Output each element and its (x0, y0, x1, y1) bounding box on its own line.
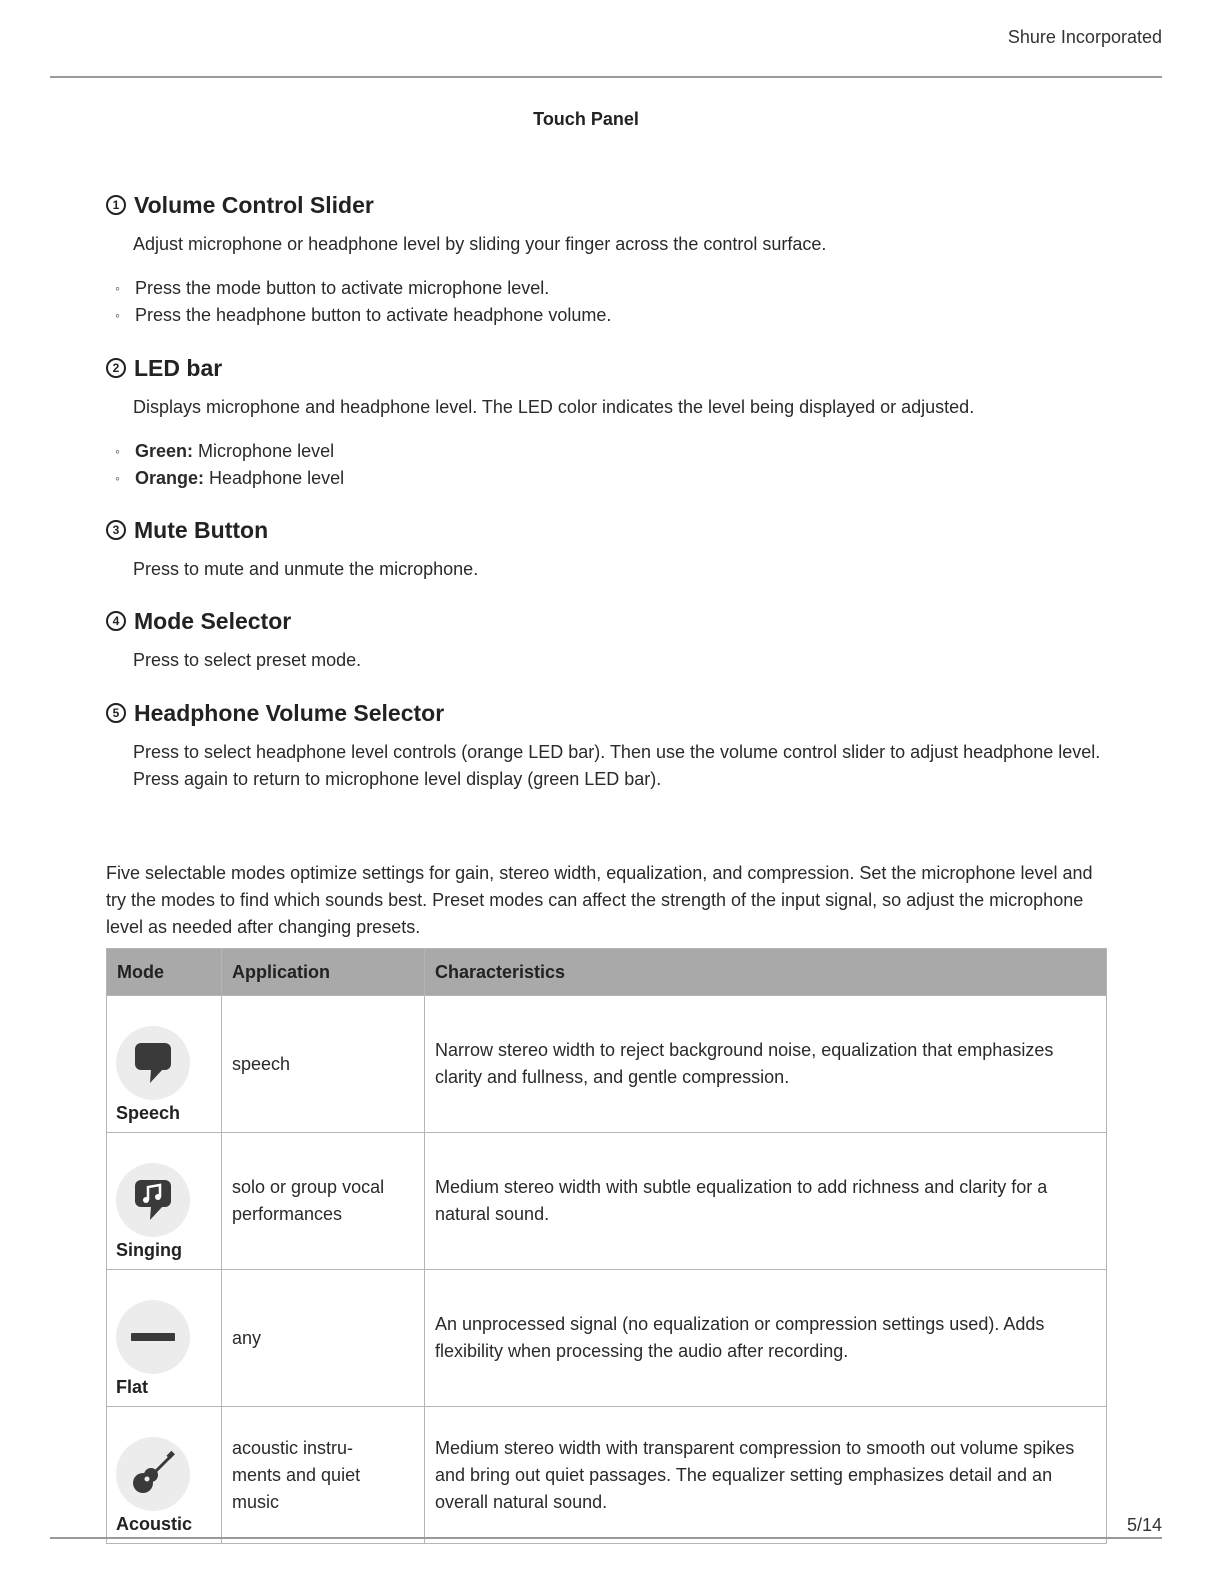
section-description-line: Press again to return to microphone level display (green LED bar). (133, 769, 662, 789)
section-title: Mute Button (134, 517, 269, 543)
bullet-label: Orange: (135, 468, 205, 488)
page-number: 5/14 (1126, 1515, 1162, 1535)
mode-label: Flat (116, 1377, 149, 1397)
speech-bubble-icon (116, 1026, 190, 1100)
footer-divider (50, 1537, 1162, 1539)
company-name: Shure Incorporated (1007, 27, 1162, 47)
section-mode-selector (106, 607, 1116, 674)
table-row (107, 1270, 1107, 1407)
mode-label: Speech (116, 1103, 181, 1123)
section-heading (106, 191, 1116, 219)
section-headphone-volume-selector (106, 699, 1116, 793)
mode-cell (107, 1133, 222, 1270)
characteristics-cell: An unprocessed signal (no equalization or compression settings used). Adds flexibility when processing the audio after recording. (425, 1270, 1107, 1407)
section-number-badge: 5 (106, 703, 126, 723)
section-heading (106, 516, 1116, 544)
section-description: Press to select preset mode. (133, 650, 362, 670)
bullet-list (106, 438, 1116, 492)
characteristics-cell: Medium stereo width with subtle equalization to add richness and clarity for a natural sound. (425, 1133, 1107, 1270)
column-header-characteristics: Characteristics (425, 949, 1107, 996)
flat-line-icon (116, 1300, 190, 1374)
application-cell: any (222, 1270, 425, 1407)
section-heading (106, 607, 1116, 635)
bullet-text: Microphone level (193, 441, 335, 461)
characteristics-cell: Medium stereo width with transparent compression to smooth out volume spikes and bring out quiet passages. The equalizer setting emphasizes detail and an overall natural sound. (425, 1407, 1107, 1544)
section-title: Mode Selector (134, 608, 292, 634)
section-number-badge: 1 (106, 195, 126, 215)
application-cell (222, 1407, 425, 1544)
mode-cell (107, 996, 222, 1133)
list-item: ◦ Press the headphone button to activate headphone volume. (106, 302, 1116, 329)
mode-cell (107, 1407, 222, 1544)
section-description: Press to mute and unmute the microphone. (133, 559, 479, 579)
section-number-badge: 2 (106, 358, 126, 378)
section-number-badge: 4 (106, 611, 126, 631)
table-row (107, 1133, 1107, 1270)
section-heading (106, 699, 1116, 727)
acoustic-guitar-icon (116, 1437, 190, 1511)
music-note-bubble-icon (116, 1163, 190, 1237)
bullet-text: Headphone level (204, 468, 345, 488)
section-led-bar (106, 354, 1116, 492)
application-cell: solo or group vocal performances (222, 1133, 425, 1270)
modes-table (106, 948, 1107, 1544)
section-description: Displays microphone and headphone level. The LED color indicates the level being displayed or adjusted. (133, 397, 975, 417)
section-mute-button (106, 516, 1116, 583)
list-item-orange (106, 465, 1116, 492)
section-title: Headphone Volume Selector (134, 700, 445, 726)
header-divider (50, 76, 1162, 78)
application-line: acoustic instru- (232, 1437, 354, 1458)
application-line: ments and quiet (232, 1464, 361, 1485)
section-heading (106, 354, 1116, 382)
section-number-badge: 3 (106, 520, 126, 540)
table-row (107, 1407, 1107, 1544)
application-cell: speech (222, 996, 425, 1133)
mode-cell (107, 1270, 222, 1407)
table-header-row (107, 949, 1107, 996)
mode-label: Acoustic (116, 1514, 193, 1534)
section-title: Volume Control Slider (134, 192, 374, 218)
list-item-green (106, 438, 1116, 465)
section-volume-control-slider (106, 191, 1116, 329)
column-header-mode: Mode (107, 949, 222, 996)
section-description: Adjust microphone or headphone level by sliding your finger across the control surface. (133, 234, 827, 254)
mode-label: Singing (116, 1240, 182, 1260)
table-row (107, 996, 1107, 1133)
bullet-label: Green: (135, 441, 194, 461)
list-item: ◦ Press the mode button to activate microphone level. (106, 275, 1116, 302)
characteristics-cell: Narrow stereo width to reject background noise, equalization that emphasizes clarity and fullness, and gentle compression. (425, 996, 1107, 1133)
bullet-list (106, 275, 1116, 329)
section-title: LED bar (134, 355, 223, 381)
page-title: Touch Panel (533, 109, 639, 129)
modes-intro-paragraph: Five selectable modes optimize settings for gain, stereo width, equalization, and compression. Set the microphone level and try the modes to find which sounds best. Preset modes can affect the strength of the input signal, so adjust the microphone level as needed after changing presets. (106, 863, 1093, 937)
column-header-application: Application (222, 949, 425, 996)
application-line: music (232, 1491, 280, 1512)
section-description-line: Press to select headphone level controls (orange LED bar). Then use the volume control slider to adjust headphone level. (133, 742, 1101, 762)
